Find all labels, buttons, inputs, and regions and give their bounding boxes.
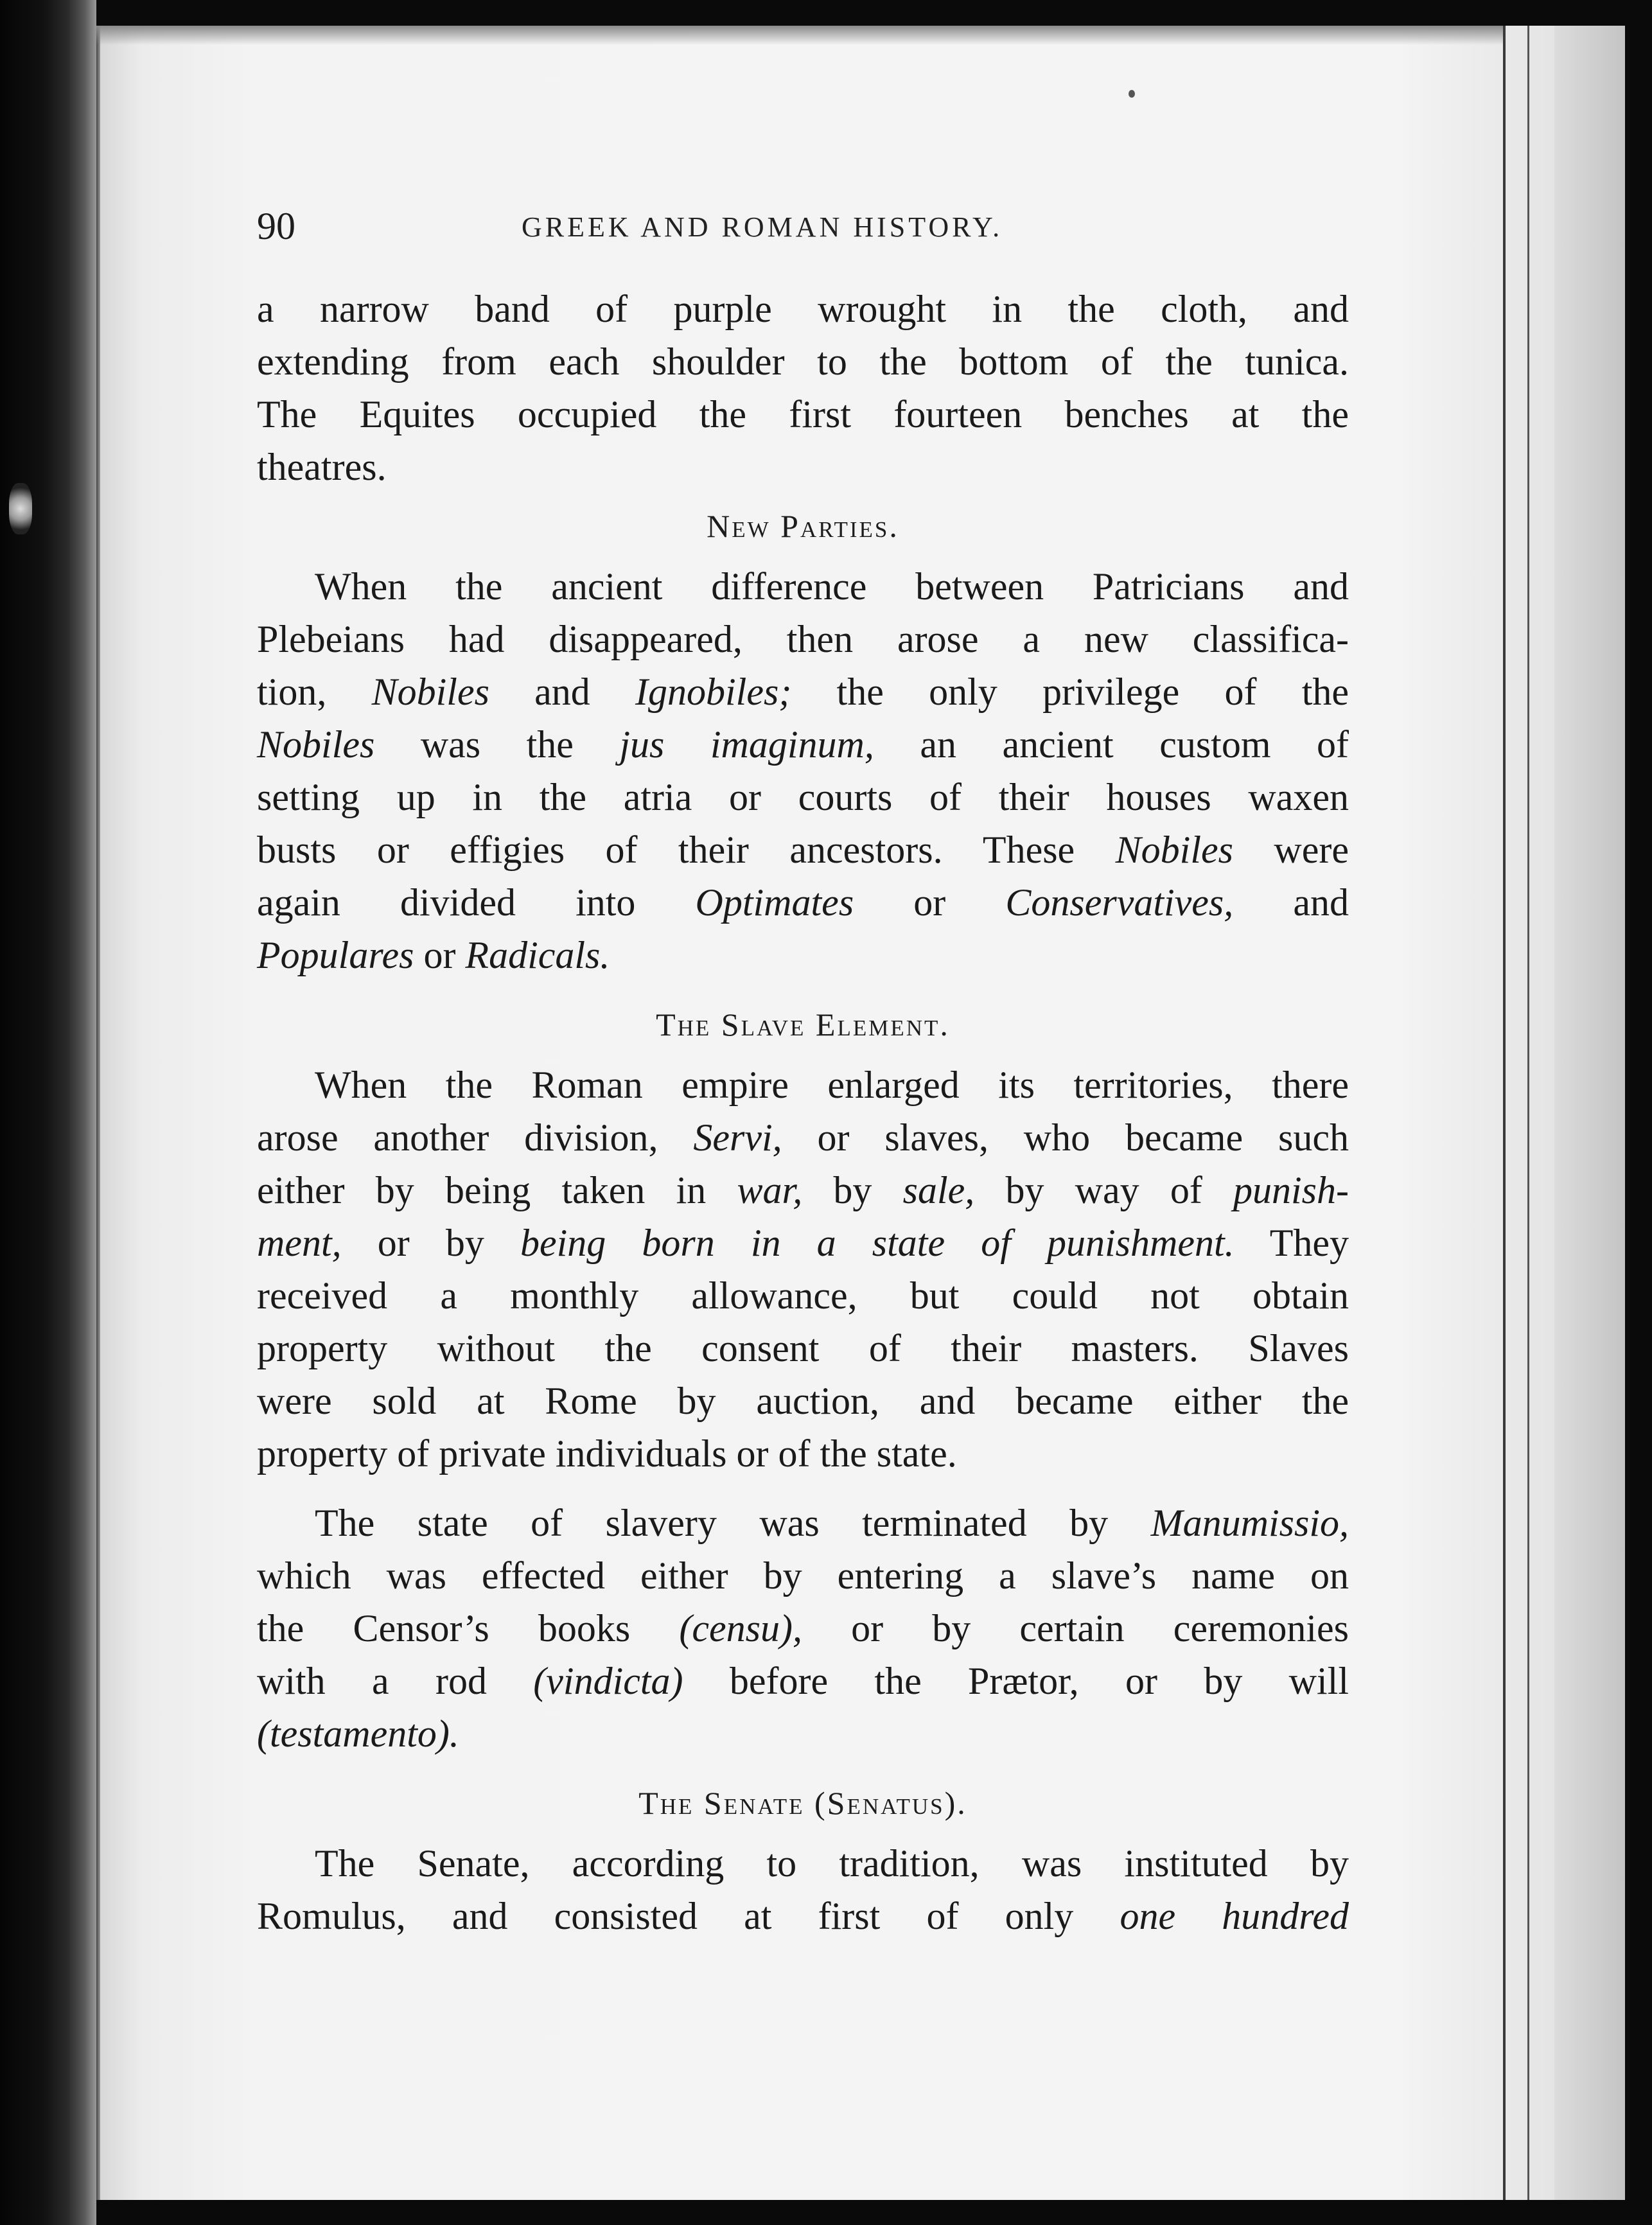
italic-term: Optimates [695,881,854,924]
text-line [257,1497,1349,1549]
text-run: was the [374,723,620,766]
text-run: an ancient custom of [874,723,1349,766]
text-line [257,1111,1349,1164]
text-run: They [1234,1222,1349,1264]
text-run: the Censor’s books [257,1607,680,1649]
page-right-edge [1503,26,1506,2200]
text-line: setting up in the atria or courts of their houses waxen [257,776,1349,818]
text-run: or slaves, who became such [782,1116,1349,1159]
italic-term: Populares [257,934,414,976]
text-line [257,1890,1349,1942]
italic-term: (censu), [679,1607,802,1649]
italic-term: being born in a state of punishment. [520,1222,1235,1264]
text-line: When the ancient difference between Patricians and [315,565,1349,608]
paragraph-tunica [257,283,1349,493]
page-right-edge-inner [1527,26,1529,2200]
italic-term: Nobiles [1115,829,1233,871]
page-left-edge [96,26,100,2200]
text-line: extending from each shoulder to the bottom of the tunica. [257,340,1349,383]
italic-term: jus imaginum, [619,723,874,766]
text-line [257,718,1349,771]
spine-blemish [9,483,32,534]
text-run: or [414,934,466,976]
paragraph-manumissio [257,1497,1349,1760]
italic-term: one hundred [1120,1895,1349,1937]
italic-term: Conservatives, [1005,881,1234,924]
text-line: received a monthly allowance, but could not obtain [257,1274,1349,1317]
italic-term: (testamento). [257,1712,459,1755]
text-line [257,1707,1349,1760]
italic-term: Nobiles [371,671,489,713]
section-heading-senate: The Senate (Senatus). [638,1785,967,1821]
italic-term: Nobiles [257,723,375,766]
text-run: The state of slavery was terminated by [315,1502,1151,1544]
text-line: property of private individuals or of the state. [257,1432,957,1475]
paragraph-gap [257,1480,1349,1497]
text-line: The Equites occupied the first fourteen benches at the [257,393,1349,435]
text-line [257,1164,1349,1217]
text-run: arose another division, [257,1116,694,1159]
text-line: When the Roman empire enlarged its territories, there [315,1064,1349,1106]
text-line: theatres. [257,446,387,488]
text-line [257,665,1349,718]
book-spine [0,0,96,2225]
text-line: a narrow band of purple wrought in the cloth, and [257,288,1349,330]
text-run: with a rod [257,1660,534,1702]
italic-term: (vindicta) [533,1660,683,1702]
text-run: by way of [974,1169,1234,1211]
italic-term: war, [737,1169,803,1211]
text-line: property without the consent of their masters. Slaves [257,1327,1349,1369]
text-line [257,1217,1349,1269]
text-run: by [802,1169,903,1211]
page-number: 90 [257,205,295,247]
italic-term: Servi, [693,1116,782,1159]
italic-term: Radicals. [465,934,610,976]
paragraph-new-parties [257,560,1349,981]
text-run: and [489,671,636,713]
text-run: Romulus, and consisted at first of only [257,1895,1120,1937]
section-heading-slave-element: The Slave Element. [656,1007,950,1042]
ink-speck [1129,90,1135,98]
text-run: either by being taken in [257,1169,737,1211]
text-run: the only privilege of the [791,671,1349,713]
text-run: or [854,881,1006,924]
text-line: Plebeians had disappeared, then arose a new classifica- [257,618,1349,660]
italic-term: Ignobiles; [635,671,792,713]
text-run: busts or effigies of their ancestors. These [257,829,1116,871]
running-header [257,204,1349,256]
text-run: before the Prætor, or by will [683,1660,1349,1702]
text-line [257,929,1349,981]
text-line: were sold at Rome by auction, and became either the [257,1380,1349,1422]
italic-term: punish- [1233,1169,1349,1211]
text-run: again divided into [257,881,696,924]
paragraph-slave-element [257,1059,1349,1480]
text-run: tion, [257,671,372,713]
text-line: The Senate, according to tradition, was instituted by [315,1842,1349,1885]
next-page-strip [1554,26,1625,2200]
text-run: or by [341,1222,520,1264]
text-line: which was effected either by entering a slave’s name on [257,1554,1349,1597]
text-run: and [1233,881,1349,924]
text-run: or by certain ceremonies [802,1607,1349,1649]
italic-term: Manumissio, [1150,1502,1349,1544]
section-heading-new-parties: New Parties. [707,508,899,544]
page-top-shadow [96,26,1503,45]
italic-term: ment, [257,1222,342,1264]
page-body [257,283,1349,1942]
text-line [257,1655,1349,1707]
italic-term: sale, [902,1169,975,1211]
text-line [257,1602,1349,1655]
text-run: were [1233,829,1349,871]
text-line [257,823,1349,876]
text-line [257,876,1349,929]
running-title: GREEK AND ROMAN HISTORY. [522,211,1003,243]
paragraph-senate [257,1837,1349,1942]
